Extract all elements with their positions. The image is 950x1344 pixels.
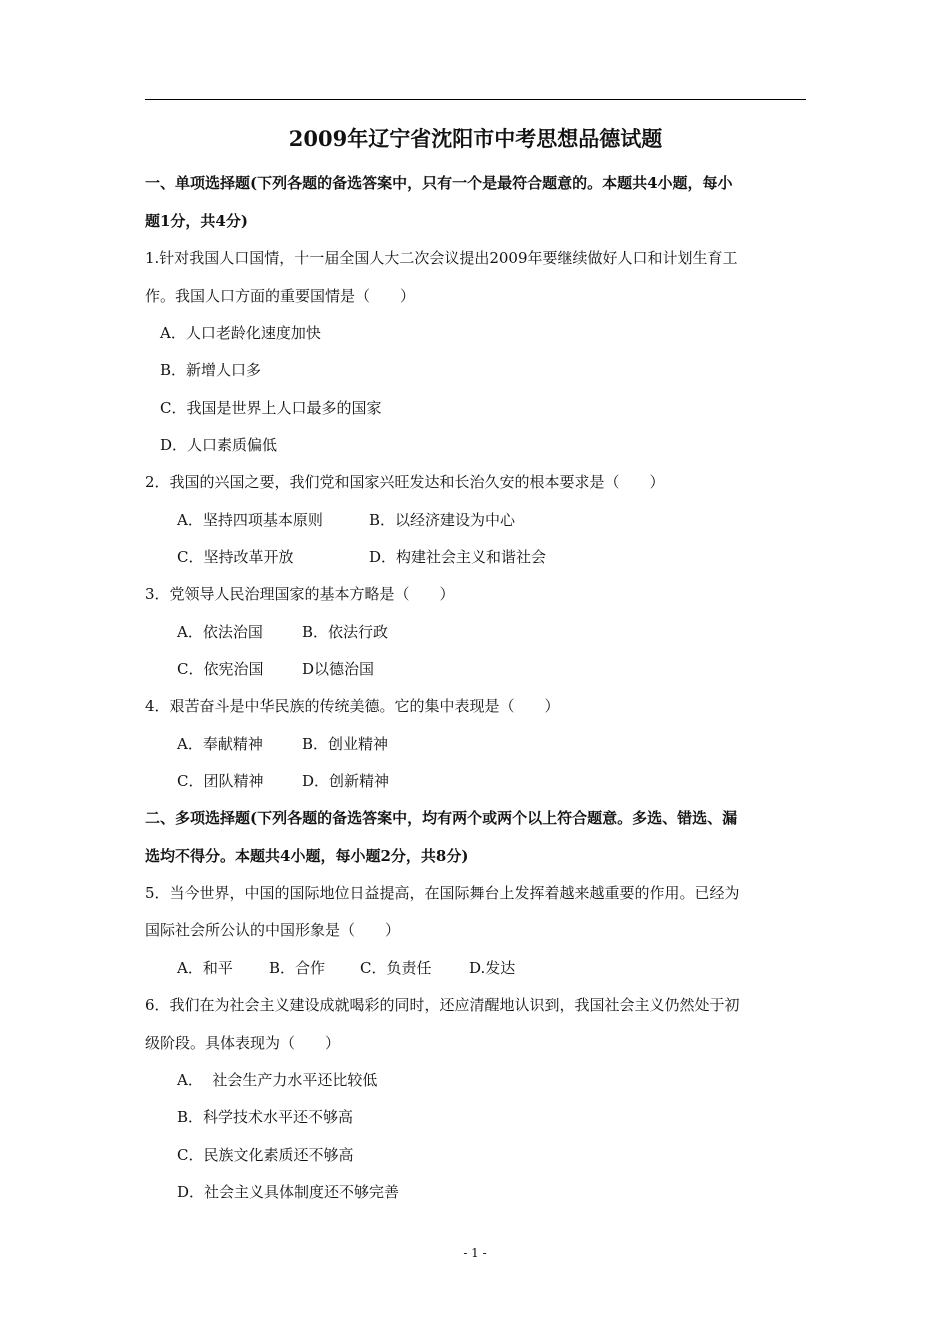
section1-heading-line1: 一、单项选择题(下列各题的备选答案中，只有一个是最符合题意的。本题共4小题，每小 <box>145 174 733 192</box>
section2-heading-line2: 选均不得分。本题共4小题，每小题2分，共8分) <box>145 847 469 865</box>
question-4-option-a: A．奉献精神 <box>177 735 263 753</box>
question-4-option-b: B．创业精神 <box>302 735 389 753</box>
question-5-option-c: C．负责任 <box>360 959 432 977</box>
section1-heading-line2: 题1分，共4分) <box>145 212 248 230</box>
question-5-line1: 5．当今世界，中国的国际地位日益提高，在国际舞台上发挥着越来越重要的作用。已经为 <box>145 884 740 902</box>
question-1-option-d: D．人口素质偏低 <box>160 436 278 454</box>
question-4-stem: 4．艰苦奋斗是中华民族的传统美德。它的集中表现是（ ） <box>145 697 560 715</box>
question-6-line1: 6．我们在为社会主义建设成就喝彩的同时，还应清醒地认识到，我国社会主义仍然处于初 <box>145 996 740 1014</box>
question-6-line2: 级阶段。具体表现为（ ） <box>145 1034 341 1052</box>
question-4-option-c: C．团队精神 <box>177 772 264 790</box>
question-5-option-b: B．合作 <box>269 959 326 977</box>
question-3-stem: 3．党领导人民治理国家的基本方略是（ ） <box>145 585 455 603</box>
question-2-option-a: A．坚持四项基本原则 <box>177 511 323 529</box>
question-3-option-b: B．依法行政 <box>302 623 389 641</box>
question-2-option-d: D．构建社会主义和谐社会 <box>369 548 547 566</box>
question-1-line2: 作。我国人口方面的重要国情是（ ） <box>145 287 416 305</box>
question-2-option-c: C．坚持改革开放 <box>177 548 294 566</box>
question-6-option-a: A． 社会生产力水平还比较低 <box>177 1071 378 1089</box>
page-number: - 1 - <box>463 1246 487 1260</box>
question-2-stem: 2．我国的兴国之要，我们党和国家兴旺发达和长治久安的根本要求是（ ） <box>145 473 665 491</box>
question-5-line2: 国际社会所公认的中国形象是（ ） <box>145 921 401 939</box>
question-3-option-d: D以德治国 <box>302 660 375 678</box>
question-2-option-b: B．以经济建设为中心 <box>369 511 516 529</box>
question-6-option-d: D．社会主义具体制度还不够完善 <box>177 1183 400 1201</box>
question-1-option-b: B．新增人口多 <box>160 361 262 379</box>
question-5-option-d: D.发达 <box>469 959 516 977</box>
question-1-option-a: A．人口老龄化速度加快 <box>160 324 321 342</box>
question-3-option-a: A．依法治国 <box>177 623 263 641</box>
question-3-option-c: C．依宪治国 <box>177 660 264 678</box>
page-title: 2009年辽宁省沈阳市中考思想品德试题 <box>288 126 663 151</box>
question-1-line1: 1.针对我国人口国情，十一届全国人大二次会议提出2009年要继续做好人口和计划生育工 <box>145 249 738 267</box>
section2-heading-line1: 二、多项选择题(下列各题的备选答案中，均有两个或两个以上符合题意。多选、错选、漏 <box>145 809 738 827</box>
question-4-option-d: D．创新精神 <box>302 772 390 790</box>
question-6-option-c: C．民族文化素质还不够高 <box>177 1146 354 1164</box>
question-6-option-b: B．科学技术水平还不够高 <box>177 1108 354 1126</box>
question-5-option-a: A．和平 <box>177 959 233 977</box>
header-rule <box>145 99 806 100</box>
question-1-option-c: C．我国是世界上人口最多的国家 <box>160 399 382 417</box>
